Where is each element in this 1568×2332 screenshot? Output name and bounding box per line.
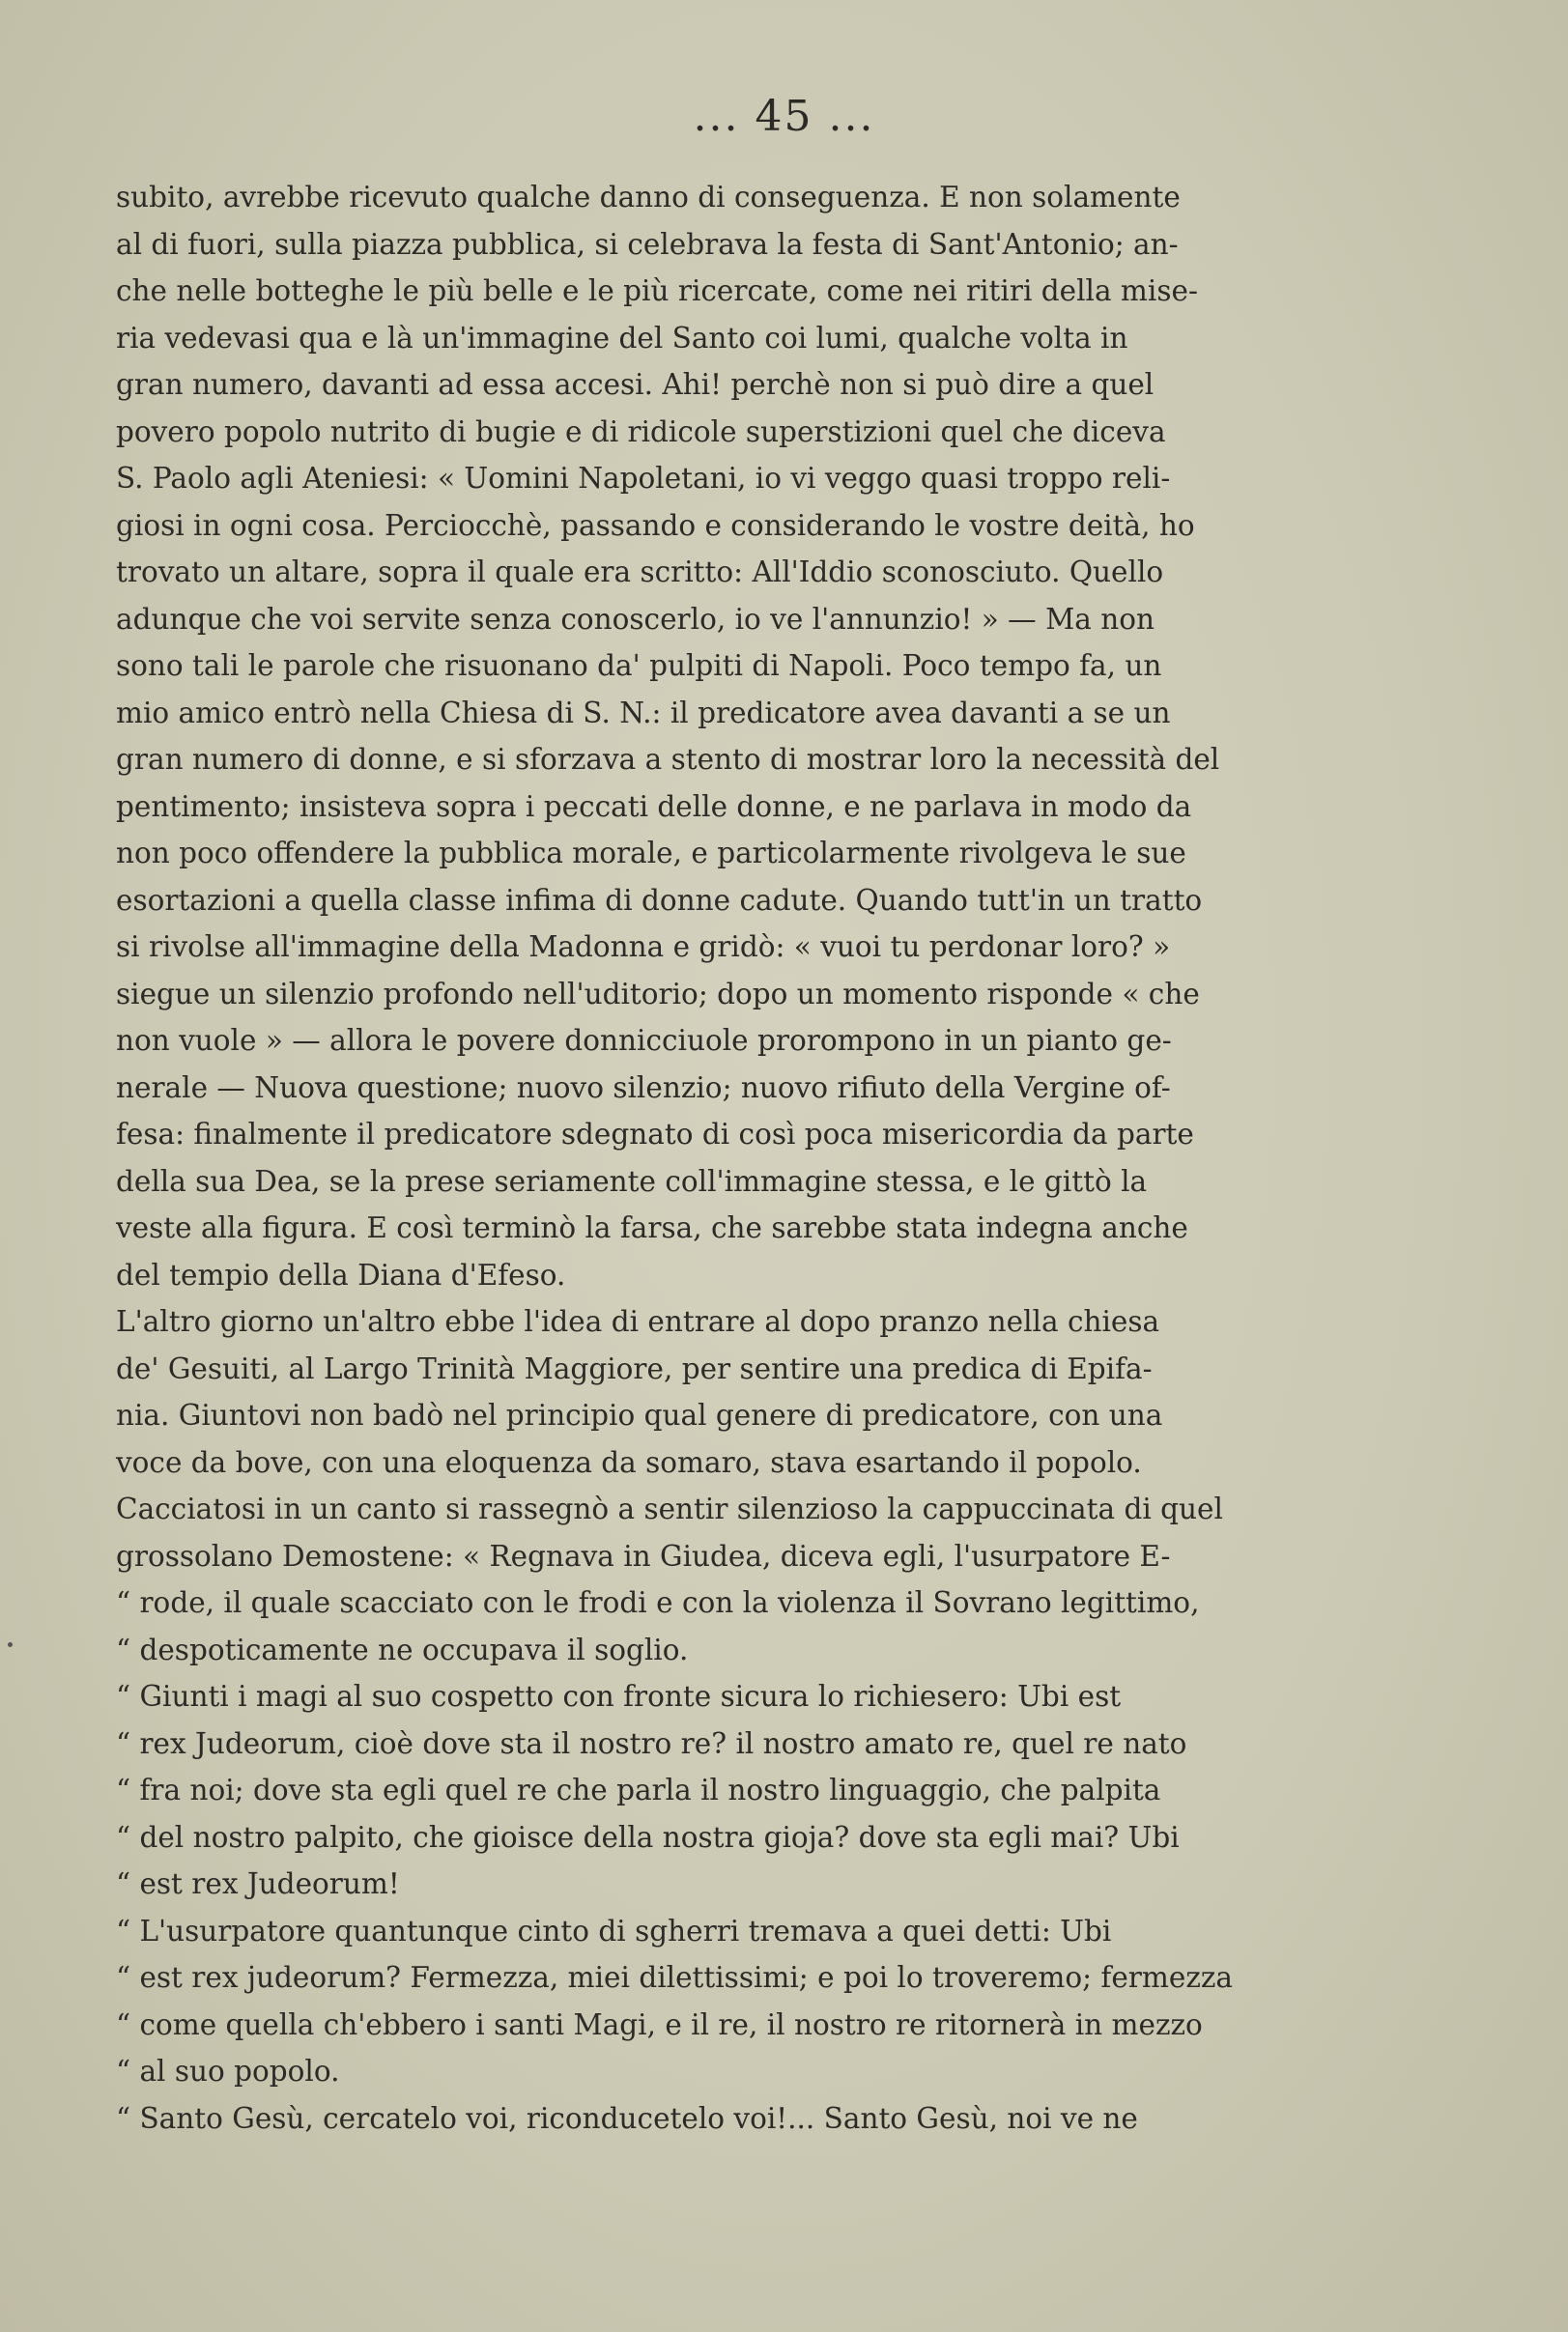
- text-line: gran numero, davanti ad essa accesi. Ahi! perchè non si può dire a quel: [116, 368, 1155, 401]
- text-line: al di fuori, sulla piazza pubblica, si celebrava la festa di Sant'Antonio; an-: [116, 227, 1179, 261]
- text-line: non vuole » — allora le povere donnicciuole prorompono in un pianto ge-: [116, 1024, 1172, 1057]
- text-line: siegue un silenzio profondo nell'uditorio; dopo un momento risponde « che: [116, 977, 1200, 1010]
- text-line: “ est rex judeorum? Fermezza, miei dilettissimi; e poi lo troveremo; fermezza: [116, 1961, 1234, 1994]
- text-line: del tempio della Diana d'Efeso.: [116, 1258, 566, 1292]
- text-line: Cacciatosi in un canto si rassegnò a sentir silenzioso la cappuccinata di quel: [116, 1493, 1223, 1525]
- text-line: “ Santo Gesù, cercatelo voi, riconducetelo voi!... Santo Gesù, noi ve ne: [116, 2101, 1138, 2135]
- text-line: “ come quella ch'ebbero i santi Magi, e il re, il nostro re ritornerà in mezzo: [116, 2007, 1203, 2041]
- text-line: ria vedevasi qua e là un'immagine del Santo coi lumi, qualche volta in: [116, 321, 1128, 355]
- text-line: “ Giunti i magi al suo cospetto con fronte sicura lo richiesero: Ubi est: [116, 1680, 1122, 1713]
- text-line: sono tali le parole che risuonano da' pulpiti di Napoli. Poco tempo fa, un: [116, 649, 1162, 682]
- text-line: “ L'usurpatore quantunque cinto di sgherri tremava a quei detti: Ubi: [116, 1914, 1112, 1948]
- text-line: veste alla figura. E così terminò la farsa, che sarebbe stata indegna anche: [116, 1211, 1188, 1244]
- text-line: “ despoticamente ne occupava il soglio.: [116, 1633, 689, 1666]
- body-text: [116, 174, 1269, 2142]
- text-line: “ del nostro palpito, che gioisce della nostra gioja? dove sta egli mai? Ubi: [116, 1820, 1180, 1854]
- text-line: nia. Giuntovi non badò nel principio qual genere di predicatore, con una: [116, 1399, 1163, 1432]
- text-line: voce da bove, con una eloquenza da somaro, stava esartando il popolo.: [116, 1445, 1142, 1479]
- text-line: nerale — Nuova questione; nuovo silenzio; nuovo rifiuto della Vergine of-: [116, 1070, 1171, 1104]
- text-line: pentimento; insisteva sopra i peccati delle donne, e ne parlava in modo da: [116, 789, 1192, 823]
- text-line: gran numero di donne, e si sforzava a stento di mostrar loro la necessità del: [116, 743, 1220, 776]
- text-line: de' Gesuiti, al Largo Trinità Maggiore, per sentire una predica di Epifa-: [116, 1351, 1153, 1385]
- text-line: fesa: finalmente il predicatore sdegnato di così poca misericordia da parte: [116, 1118, 1194, 1151]
- text-line: subito, avrebbe ricevuto qualche danno di conseguenza. E non solamente: [116, 181, 1181, 213]
- text-line: L'altro giorno un'altro ebbe l'idea di entrare al dopo pranzo nella chiesa: [116, 1305, 1160, 1338]
- text-line: “ est rex Judeorum!: [116, 1867, 400, 1900]
- text-line: mio amico entrò nella Chiesa di S. N.: il predicatore avea davanti a se un: [116, 696, 1171, 729]
- text-line: che nelle botteghe le più belle e le più ricercate, come nei ritiri della mise-: [116, 274, 1198, 307]
- text-line: “ rode, il quale scacciato con le frodi e con la violenza il Sovrano legittimo,: [116, 1586, 1200, 1619]
- text-line: “ rex Judeorum, cioè dove sta il nostro re? il nostro amato re, quel re nato: [116, 1726, 1187, 1760]
- text-line: trovato un altare, sopra il quale era scritto: All'Iddio sconosciuto. Quello: [116, 555, 1164, 588]
- page-number: ... 45 ...: [693, 92, 875, 141]
- text-line: non poco offendere la pubblica morale, e particolarmente rivolgeva le sue: [116, 837, 1186, 869]
- text-line: povero popolo nutrito di bugie e di ridicole superstizioni quel che diceva: [116, 414, 1166, 448]
- text-line: grossolano Demostene: « Regnava in Giudea, diceva egli, l'usurpatore E-: [116, 1539, 1171, 1573]
- text-line: “ fra noi; dove sta egli quel re che parla il nostro linguaggio, che palpita: [116, 1774, 1161, 1806]
- text-line: giosi in ogni cosa. Perciocchè, passando e considerando le vostre deità, ho: [116, 508, 1195, 542]
- margin-speck: [8, 1642, 13, 1647]
- text-line: S. Paolo agli Ateniesi: « Uomini Napoletani, io vi veggo quasi troppo reli-: [116, 462, 1171, 495]
- text-line: esortazioni a quella classe infima di donne cadute. Quando tutt'in un tratto: [116, 883, 1203, 917]
- text-line: adunque che voi servite senza conoscerlo, io ve l'annunzio! » — Ma non: [116, 602, 1155, 636]
- text-line: della sua Dea, se la prese seriamente coll'immagine stessa, e le gittò la: [116, 1164, 1148, 1198]
- text-line: “ al suo popolo.: [116, 2055, 340, 2088]
- text-line: si rivolse all'immagine della Madonna e gridò: « vuoi tu perdonar loro? »: [116, 930, 1171, 963]
